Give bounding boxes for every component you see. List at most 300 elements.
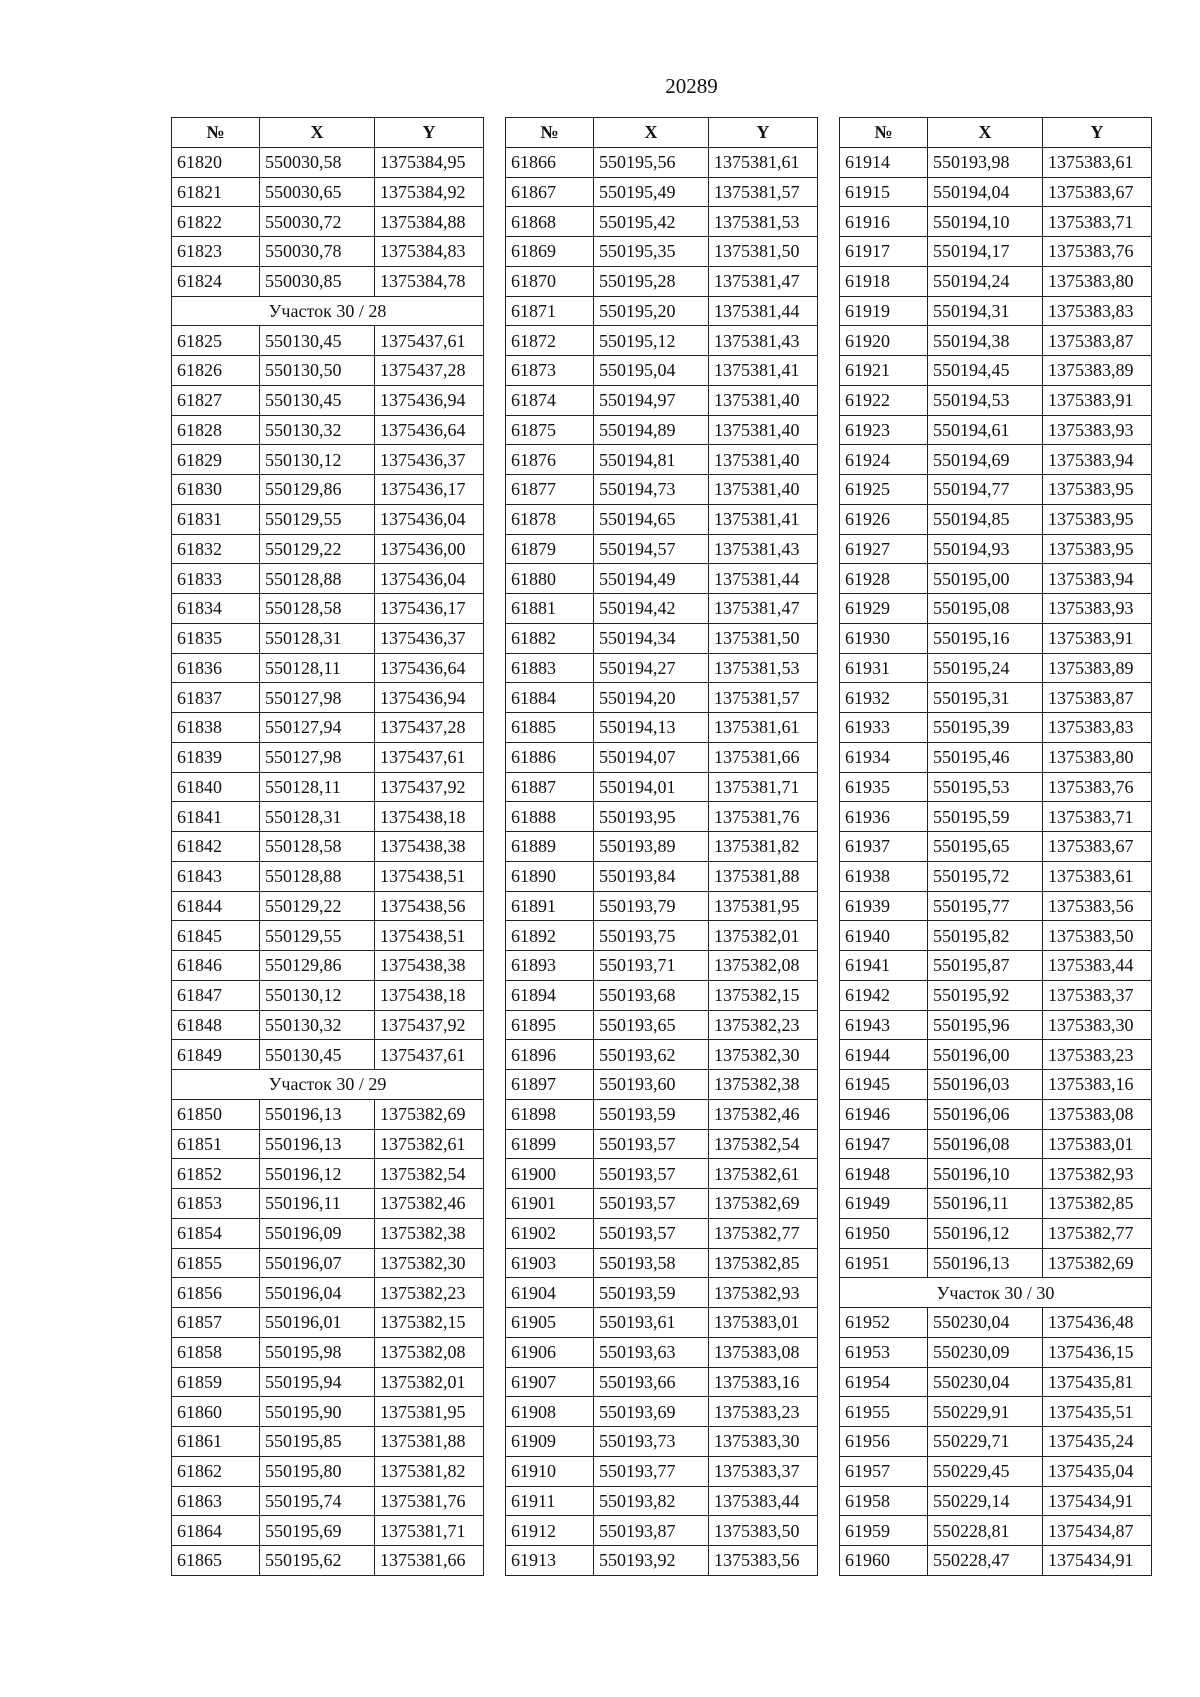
y-coordinate: 1375383,95 bbox=[1043, 475, 1152, 505]
table-row bbox=[172, 832, 484, 862]
x-coordinate: 550194,65 bbox=[594, 504, 709, 534]
x-coordinate: 550229,71 bbox=[928, 1427, 1043, 1457]
y-coordinate: 1375383,80 bbox=[1043, 742, 1152, 772]
point-number: 61952 bbox=[840, 1308, 928, 1338]
x-coordinate: 550230,04 bbox=[928, 1308, 1043, 1338]
x-coordinate: 550196,08 bbox=[928, 1129, 1043, 1159]
table-row bbox=[172, 266, 484, 296]
point-number: 61871 bbox=[506, 296, 594, 326]
x-coordinate: 550196,11 bbox=[260, 1189, 375, 1219]
table-row bbox=[506, 1278, 818, 1308]
y-coordinate: 1375381,41 bbox=[709, 356, 818, 386]
y-coordinate: 1375382,77 bbox=[1043, 1218, 1152, 1248]
table-row bbox=[172, 951, 484, 981]
x-coordinate: 550193,68 bbox=[594, 980, 709, 1010]
point-number: 61832 bbox=[172, 534, 260, 564]
point-number: 61877 bbox=[506, 475, 594, 505]
table-row bbox=[172, 713, 484, 743]
point-number: 61864 bbox=[172, 1516, 260, 1546]
y-coordinate: 1375382,23 bbox=[709, 1010, 818, 1040]
point-number: 61949 bbox=[840, 1189, 928, 1219]
x-coordinate: 550194,17 bbox=[928, 237, 1043, 267]
y-coordinate: 1375383,67 bbox=[1043, 832, 1152, 862]
y-coordinate: 1375382,01 bbox=[709, 921, 818, 951]
x-coordinate: 550193,57 bbox=[594, 1129, 709, 1159]
x-coordinate: 550196,10 bbox=[928, 1159, 1043, 1189]
point-number: 61848 bbox=[172, 1010, 260, 1040]
table-row bbox=[840, 921, 1152, 951]
x-coordinate: 550130,45 bbox=[260, 385, 375, 415]
table-row bbox=[840, 445, 1152, 475]
x-coordinate: 550129,86 bbox=[260, 475, 375, 505]
x-coordinate: 550194,45 bbox=[928, 356, 1043, 386]
table-row bbox=[172, 1099, 484, 1129]
y-coordinate: 1375381,61 bbox=[709, 713, 818, 743]
point-number: 61931 bbox=[840, 653, 928, 683]
point-number: 61890 bbox=[506, 861, 594, 891]
table-row bbox=[840, 475, 1152, 505]
x-coordinate: 550229,91 bbox=[928, 1397, 1043, 1427]
table-row bbox=[840, 1486, 1152, 1516]
x-coordinate: 550193,89 bbox=[594, 832, 709, 862]
y-coordinate: 1375383,56 bbox=[1043, 891, 1152, 921]
point-number: 61897 bbox=[506, 1070, 594, 1100]
table-row bbox=[840, 861, 1152, 891]
x-coordinate: 550196,00 bbox=[928, 1040, 1043, 1070]
table-row bbox=[506, 1546, 818, 1576]
point-number: 61833 bbox=[172, 564, 260, 594]
table-row bbox=[840, 1308, 1152, 1338]
y-coordinate: 1375383,94 bbox=[1043, 445, 1152, 475]
y-coordinate: 1375381,40 bbox=[709, 445, 818, 475]
header-number: № bbox=[840, 118, 928, 148]
x-coordinate: 550195,74 bbox=[260, 1486, 375, 1516]
table-row bbox=[172, 534, 484, 564]
x-coordinate: 550196,07 bbox=[260, 1248, 375, 1278]
x-coordinate: 550195,85 bbox=[260, 1427, 375, 1457]
point-number: 61909 bbox=[506, 1427, 594, 1457]
y-coordinate: 1375383,76 bbox=[1043, 772, 1152, 802]
table-row bbox=[840, 891, 1152, 921]
y-coordinate: 1375383,16 bbox=[1043, 1070, 1152, 1100]
x-coordinate: 550196,12 bbox=[928, 1218, 1043, 1248]
x-coordinate: 550194,34 bbox=[594, 623, 709, 653]
table-row bbox=[172, 564, 484, 594]
table-row bbox=[506, 415, 818, 445]
x-coordinate: 550230,09 bbox=[928, 1337, 1043, 1367]
point-number: 61834 bbox=[172, 594, 260, 624]
point-number: 61870 bbox=[506, 266, 594, 296]
x-coordinate: 550196,03 bbox=[928, 1070, 1043, 1100]
x-coordinate: 550129,86 bbox=[260, 951, 375, 981]
x-coordinate: 550195,28 bbox=[594, 266, 709, 296]
table-row bbox=[506, 504, 818, 534]
point-number: 61955 bbox=[840, 1397, 928, 1427]
y-coordinate: 1375381,53 bbox=[709, 207, 818, 237]
point-number: 61891 bbox=[506, 891, 594, 921]
table-row bbox=[840, 1427, 1152, 1457]
table-row bbox=[840, 534, 1152, 564]
x-coordinate: 550194,31 bbox=[928, 296, 1043, 326]
y-coordinate: 1375383,83 bbox=[1043, 296, 1152, 326]
y-coordinate: 1375381,44 bbox=[709, 296, 818, 326]
point-number: 61855 bbox=[172, 1248, 260, 1278]
x-coordinate: 550194,85 bbox=[928, 504, 1043, 534]
table-row bbox=[172, 326, 484, 356]
x-coordinate: 550128,31 bbox=[260, 623, 375, 653]
y-coordinate: 1375381,95 bbox=[709, 891, 818, 921]
y-coordinate: 1375436,37 bbox=[375, 623, 484, 653]
y-coordinate: 1375381,66 bbox=[375, 1546, 484, 1576]
y-coordinate: 1375381,76 bbox=[709, 802, 818, 832]
y-coordinate: 1375381,71 bbox=[375, 1516, 484, 1546]
point-number: 61859 bbox=[172, 1367, 260, 1397]
point-number: 61929 bbox=[840, 594, 928, 624]
y-coordinate: 1375381,88 bbox=[709, 861, 818, 891]
page-number: 20289 bbox=[665, 74, 718, 98]
point-number: 61837 bbox=[172, 683, 260, 713]
y-coordinate: 1375381,41 bbox=[709, 504, 818, 534]
table-row bbox=[172, 237, 484, 267]
x-coordinate: 550194,10 bbox=[928, 207, 1043, 237]
x-coordinate: 550195,20 bbox=[594, 296, 709, 326]
table-row bbox=[172, 772, 484, 802]
table-row bbox=[172, 1427, 484, 1457]
table-row bbox=[506, 266, 818, 296]
table-row bbox=[506, 653, 818, 683]
x-coordinate: 550195,39 bbox=[928, 713, 1043, 743]
table-row bbox=[506, 861, 818, 891]
y-coordinate: 1375383,44 bbox=[1043, 951, 1152, 981]
point-number: 61823 bbox=[172, 237, 260, 267]
point-number: 61872 bbox=[506, 326, 594, 356]
x-coordinate: 550195,72 bbox=[928, 861, 1043, 891]
y-coordinate: 1375383,56 bbox=[709, 1546, 818, 1576]
y-coordinate: 1375382,38 bbox=[709, 1070, 818, 1100]
x-coordinate: 550127,98 bbox=[260, 742, 375, 772]
x-coordinate: 550196,13 bbox=[928, 1248, 1043, 1278]
table-row bbox=[840, 237, 1152, 267]
header-row bbox=[840, 118, 1152, 148]
section-row bbox=[172, 1070, 484, 1100]
x-coordinate: 550030,58 bbox=[260, 147, 375, 177]
point-number: 61821 bbox=[172, 177, 260, 207]
point-number: 61829 bbox=[172, 445, 260, 475]
point-number: 61838 bbox=[172, 713, 260, 743]
header-row bbox=[172, 118, 484, 148]
point-number: 61875 bbox=[506, 415, 594, 445]
y-coordinate: 1375437,61 bbox=[375, 742, 484, 772]
y-coordinate: 1375381,43 bbox=[709, 534, 818, 564]
y-coordinate: 1375383,08 bbox=[709, 1337, 818, 1367]
x-coordinate: 550195,04 bbox=[594, 356, 709, 386]
x-coordinate: 550196,12 bbox=[260, 1159, 375, 1189]
x-coordinate: 550194,77 bbox=[928, 475, 1043, 505]
point-number: 61830 bbox=[172, 475, 260, 505]
y-coordinate: 1375438,18 bbox=[375, 980, 484, 1010]
x-coordinate: 550196,13 bbox=[260, 1099, 375, 1129]
y-coordinate: 1375381,71 bbox=[709, 772, 818, 802]
point-number: 61885 bbox=[506, 713, 594, 743]
point-number: 61928 bbox=[840, 564, 928, 594]
table-row bbox=[172, 1248, 484, 1278]
y-coordinate: 1375384,83 bbox=[375, 237, 484, 267]
table-row bbox=[172, 802, 484, 832]
x-coordinate: 550195,35 bbox=[594, 237, 709, 267]
point-number: 61856 bbox=[172, 1278, 260, 1308]
point-number: 61903 bbox=[506, 1248, 594, 1278]
x-coordinate: 550195,90 bbox=[260, 1397, 375, 1427]
point-number: 61839 bbox=[172, 742, 260, 772]
table-row bbox=[506, 951, 818, 981]
point-number: 61876 bbox=[506, 445, 594, 475]
y-coordinate: 1375382,69 bbox=[709, 1189, 818, 1219]
table-row bbox=[840, 653, 1152, 683]
y-coordinate: 1375383,95 bbox=[1043, 504, 1152, 534]
table-row bbox=[840, 504, 1152, 534]
y-coordinate: 1375434,91 bbox=[1043, 1546, 1152, 1576]
table-row bbox=[506, 1070, 818, 1100]
point-number: 61918 bbox=[840, 266, 928, 296]
x-coordinate: 550194,13 bbox=[594, 713, 709, 743]
x-coordinate: 550130,12 bbox=[260, 980, 375, 1010]
y-coordinate: 1375436,15 bbox=[1043, 1337, 1152, 1367]
point-number: 61841 bbox=[172, 802, 260, 832]
x-coordinate: 550194,38 bbox=[928, 326, 1043, 356]
y-coordinate: 1375382,69 bbox=[375, 1099, 484, 1129]
point-number: 61904 bbox=[506, 1278, 594, 1308]
y-coordinate: 1375383,80 bbox=[1043, 266, 1152, 296]
x-coordinate: 550129,55 bbox=[260, 504, 375, 534]
point-number: 61950 bbox=[840, 1218, 928, 1248]
point-number: 61917 bbox=[840, 237, 928, 267]
y-coordinate: 1375383,01 bbox=[709, 1308, 818, 1338]
table-row bbox=[506, 147, 818, 177]
point-number: 61922 bbox=[840, 385, 928, 415]
x-coordinate: 550196,06 bbox=[928, 1099, 1043, 1129]
table-row bbox=[506, 1486, 818, 1516]
y-coordinate: 1375384,95 bbox=[375, 147, 484, 177]
point-number: 61936 bbox=[840, 802, 928, 832]
x-coordinate: 550193,57 bbox=[594, 1218, 709, 1248]
x-coordinate: 550193,77 bbox=[594, 1456, 709, 1486]
table-row bbox=[840, 1218, 1152, 1248]
point-number: 61901 bbox=[506, 1189, 594, 1219]
x-coordinate: 550193,75 bbox=[594, 921, 709, 951]
point-number: 61945 bbox=[840, 1070, 928, 1100]
point-number: 61920 bbox=[840, 326, 928, 356]
y-coordinate: 1375436,00 bbox=[375, 534, 484, 564]
point-number: 61842 bbox=[172, 832, 260, 862]
x-coordinate: 550194,57 bbox=[594, 534, 709, 564]
coordinates-table-middle bbox=[505, 117, 818, 1576]
x-coordinate: 550193,84 bbox=[594, 861, 709, 891]
y-coordinate: 1375438,56 bbox=[375, 891, 484, 921]
x-coordinate: 550195,49 bbox=[594, 177, 709, 207]
x-coordinate: 550030,78 bbox=[260, 237, 375, 267]
table-row bbox=[506, 683, 818, 713]
table-row bbox=[506, 742, 818, 772]
point-number: 61932 bbox=[840, 683, 928, 713]
y-coordinate: 1375382,54 bbox=[709, 1129, 818, 1159]
table-row bbox=[506, 475, 818, 505]
table-row bbox=[506, 980, 818, 1010]
x-coordinate: 550195,92 bbox=[928, 980, 1043, 1010]
x-coordinate: 550194,69 bbox=[928, 445, 1043, 475]
table-row bbox=[172, 921, 484, 951]
point-number: 61824 bbox=[172, 266, 260, 296]
y-coordinate: 1375437,92 bbox=[375, 1010, 484, 1040]
point-number: 61846 bbox=[172, 951, 260, 981]
y-coordinate: 1375437,92 bbox=[375, 772, 484, 802]
point-number: 61853 bbox=[172, 1189, 260, 1219]
y-coordinate: 1375384,92 bbox=[375, 177, 484, 207]
table-row bbox=[506, 356, 818, 386]
y-coordinate: 1375381,47 bbox=[709, 266, 818, 296]
x-coordinate: 550194,20 bbox=[594, 683, 709, 713]
point-number: 61919 bbox=[840, 296, 928, 326]
table-row bbox=[840, 1546, 1152, 1576]
point-number: 61847 bbox=[172, 980, 260, 1010]
table-row bbox=[840, 980, 1152, 1010]
x-coordinate: 550130,45 bbox=[260, 1040, 375, 1070]
point-number: 61935 bbox=[840, 772, 928, 802]
x-coordinate: 550194,42 bbox=[594, 594, 709, 624]
y-coordinate: 1375382,23 bbox=[375, 1278, 484, 1308]
y-coordinate: 1375383,50 bbox=[1043, 921, 1152, 951]
point-number: 61902 bbox=[506, 1218, 594, 1248]
y-coordinate: 1375382,54 bbox=[375, 1159, 484, 1189]
x-coordinate: 550194,53 bbox=[928, 385, 1043, 415]
y-coordinate: 1375381,40 bbox=[709, 385, 818, 415]
y-coordinate: 1375382,85 bbox=[1043, 1189, 1152, 1219]
x-coordinate: 550195,53 bbox=[928, 772, 1043, 802]
point-number: 61851 bbox=[172, 1129, 260, 1159]
point-number: 61933 bbox=[840, 713, 928, 743]
y-coordinate: 1375437,61 bbox=[375, 1040, 484, 1070]
y-coordinate: 1375436,48 bbox=[1043, 1308, 1152, 1338]
y-coordinate: 1375383,94 bbox=[1043, 564, 1152, 594]
y-coordinate: 1375437,61 bbox=[375, 326, 484, 356]
y-coordinate: 1375381,43 bbox=[709, 326, 818, 356]
y-coordinate: 1375381,47 bbox=[709, 594, 818, 624]
point-number: 61874 bbox=[506, 385, 594, 415]
point-number: 61843 bbox=[172, 861, 260, 891]
table-row bbox=[172, 1308, 484, 1338]
point-number: 61850 bbox=[172, 1099, 260, 1129]
x-coordinate: 550193,66 bbox=[594, 1367, 709, 1397]
y-coordinate: 1375383,95 bbox=[1043, 534, 1152, 564]
y-coordinate: 1375438,51 bbox=[375, 921, 484, 951]
table-row bbox=[840, 385, 1152, 415]
point-number: 61913 bbox=[506, 1546, 594, 1576]
y-coordinate: 1375436,04 bbox=[375, 564, 484, 594]
point-number: 61852 bbox=[172, 1159, 260, 1189]
x-coordinate: 550228,81 bbox=[928, 1516, 1043, 1546]
table-row bbox=[840, 594, 1152, 624]
y-coordinate: 1375383,93 bbox=[1043, 594, 1152, 624]
table-row bbox=[840, 1367, 1152, 1397]
x-coordinate: 550194,49 bbox=[594, 564, 709, 594]
point-number: 61941 bbox=[840, 951, 928, 981]
point-number: 61865 bbox=[172, 1546, 260, 1576]
point-number: 61880 bbox=[506, 564, 594, 594]
table-row bbox=[840, 683, 1152, 713]
table-row bbox=[172, 445, 484, 475]
point-number: 61869 bbox=[506, 237, 594, 267]
x-coordinate: 550193,60 bbox=[594, 1070, 709, 1100]
point-number: 61942 bbox=[840, 980, 928, 1010]
x-coordinate: 550230,04 bbox=[928, 1367, 1043, 1397]
point-number: 61914 bbox=[840, 147, 928, 177]
table-row bbox=[172, 1010, 484, 1040]
y-coordinate: 1375382,93 bbox=[709, 1278, 818, 1308]
header-number: № bbox=[172, 118, 260, 148]
x-coordinate: 550129,55 bbox=[260, 921, 375, 951]
x-coordinate: 550228,47 bbox=[928, 1546, 1043, 1576]
y-coordinate: 1375436,94 bbox=[375, 385, 484, 415]
x-coordinate: 550194,73 bbox=[594, 475, 709, 505]
table-row bbox=[506, 713, 818, 743]
table-row bbox=[840, 415, 1152, 445]
y-coordinate: 1375382,08 bbox=[709, 951, 818, 981]
table-row bbox=[506, 445, 818, 475]
y-coordinate: 1375381,50 bbox=[709, 237, 818, 267]
y-coordinate: 1375438,38 bbox=[375, 951, 484, 981]
y-coordinate: 1375383,89 bbox=[1043, 356, 1152, 386]
x-coordinate: 550195,12 bbox=[594, 326, 709, 356]
point-number: 61951 bbox=[840, 1248, 928, 1278]
point-number: 61887 bbox=[506, 772, 594, 802]
point-number: 61873 bbox=[506, 356, 594, 386]
table-row bbox=[506, 1159, 818, 1189]
x-coordinate: 550127,94 bbox=[260, 713, 375, 743]
x-coordinate: 550194,24 bbox=[928, 266, 1043, 296]
y-coordinate: 1375382,15 bbox=[375, 1308, 484, 1338]
x-coordinate: 550193,58 bbox=[594, 1248, 709, 1278]
x-coordinate: 550229,45 bbox=[928, 1456, 1043, 1486]
x-coordinate: 550127,98 bbox=[260, 683, 375, 713]
point-number: 61828 bbox=[172, 415, 260, 445]
table-row bbox=[840, 832, 1152, 862]
table-row bbox=[840, 1397, 1152, 1427]
point-number: 61889 bbox=[506, 832, 594, 862]
table-row bbox=[840, 296, 1152, 326]
x-coordinate: 550128,31 bbox=[260, 802, 375, 832]
point-number: 61857 bbox=[172, 1308, 260, 1338]
x-coordinate: 550193,62 bbox=[594, 1040, 709, 1070]
table-row bbox=[506, 326, 818, 356]
x-coordinate: 550195,56 bbox=[594, 147, 709, 177]
point-number: 61924 bbox=[840, 445, 928, 475]
table-row bbox=[172, 891, 484, 921]
point-number: 61956 bbox=[840, 1427, 928, 1457]
x-coordinate: 550196,13 bbox=[260, 1129, 375, 1159]
point-number: 61899 bbox=[506, 1129, 594, 1159]
y-coordinate: 1375383,71 bbox=[1043, 802, 1152, 832]
y-coordinate: 1375435,04 bbox=[1043, 1456, 1152, 1486]
table-row bbox=[172, 742, 484, 772]
header-y: Y bbox=[709, 118, 818, 148]
y-coordinate: 1375383,37 bbox=[709, 1456, 818, 1486]
y-coordinate: 1375381,88 bbox=[375, 1427, 484, 1457]
x-coordinate: 550128,58 bbox=[260, 832, 375, 862]
coordinates-table-right bbox=[839, 117, 1152, 1576]
x-coordinate: 550193,63 bbox=[594, 1337, 709, 1367]
x-coordinate: 550128,88 bbox=[260, 861, 375, 891]
y-coordinate: 1375384,78 bbox=[375, 266, 484, 296]
table-row bbox=[172, 1218, 484, 1248]
